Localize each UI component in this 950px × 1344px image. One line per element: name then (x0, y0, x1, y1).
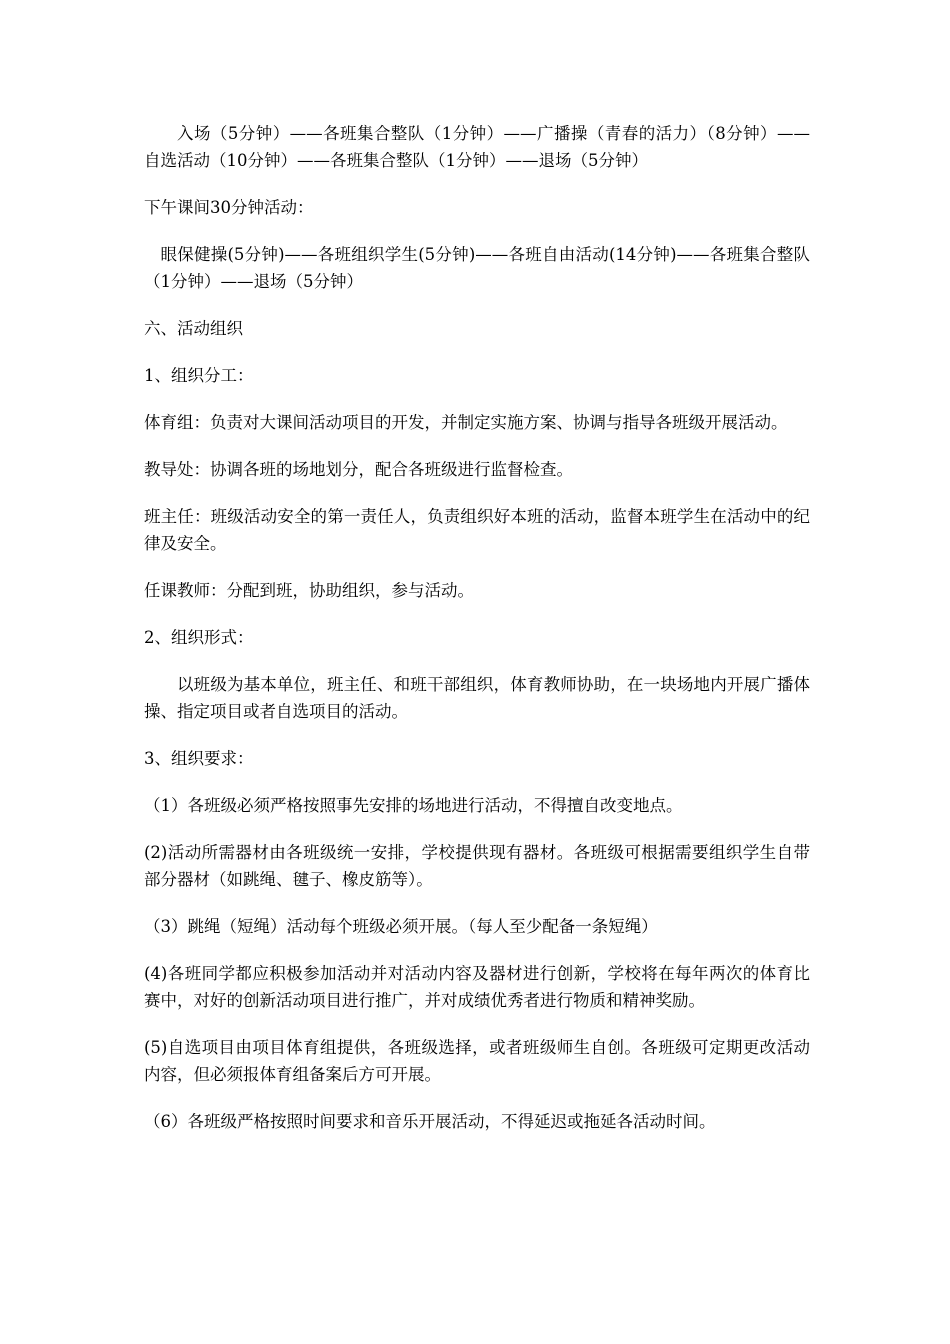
section-heading-organization: 六、活动组织 (144, 319, 243, 338)
head-teacher-paragraph: 班主任：班级活动安全的第一责任人，负责组织好本班的活动，监督本班学生在活动中的纪律及安全。 (144, 507, 810, 553)
document-page (144, 120, 810, 1155)
subheading-division-of-labor: 1、组织分工： (144, 366, 254, 385)
subheading-organization-form: 2、组织形式： (144, 628, 254, 647)
organization-form-paragraph: 以班级为基本单位，班主任、和班干部组织，体育教师协助，在一块场地内开展广播体操、指定项目或者自选项目的活动。 (144, 675, 810, 721)
requirement-item-3: （3）跳绳（短绳）活动每个班级必须开展。（每人至少配备一条短绳） (144, 917, 658, 936)
pe-group-paragraph: 体育组：负责对大课间活动项目的开发，并制定实施方案、协调与指导各班级开展活动。 (144, 413, 788, 432)
schedule-morning-paragraph: 入场（5分钟）——各班集合整队（1分钟）——广播操（青春的活力）（8分钟）——自选活动（10分钟）——各班集合整队（1分钟）——退场（5分钟） (144, 124, 810, 170)
requirement-item-2: (2)活动所需器材由各班级统一安排，学校提供现有器材。各班级可根据需要组织学生自带部分器材（如跳绳、毽子、橡皮筋等）。 (144, 843, 810, 889)
academic-office-paragraph: 教导处：协调各班的场地划分，配合各班级进行监督检查。 (144, 460, 573, 479)
requirement-item-6: （6）各班级严格按照时间要求和音乐开展活动，不得延迟或拖延各活动时间。 (144, 1112, 716, 1131)
afternoon-heading: 下午课间30分钟活动： (144, 198, 314, 217)
schedule-afternoon-paragraph: 眼保健操(5分钟)——各班组织学生(5分钟)——各班自由活动(14分钟)——各班集合整队（1分钟）——退场（5分钟） (144, 245, 810, 291)
requirement-item-5: (5)自选项目由项目体育组提供，各班级选择，或者班级师生自创。各班级可定期更改活动内容，但必须报体育组备案后方可开展。 (144, 1038, 810, 1084)
subject-teacher-paragraph: 任课教师：分配到班，协助组织，参与活动。 (144, 581, 474, 600)
subheading-requirements: 3、组织要求： (144, 749, 254, 768)
requirement-item-4: (4)各班同学都应积极参加活动并对活动内容及器材进行创新，学校将在每年两次的体育比赛中，对好的创新活动项目进行推广，并对成绩优秀者进行物质和精神奖励。 (144, 964, 810, 1010)
requirement-item-1: （1）各班级必须严格按照事先安排的场地进行活动，不得擅自改变地点。 (144, 796, 683, 815)
